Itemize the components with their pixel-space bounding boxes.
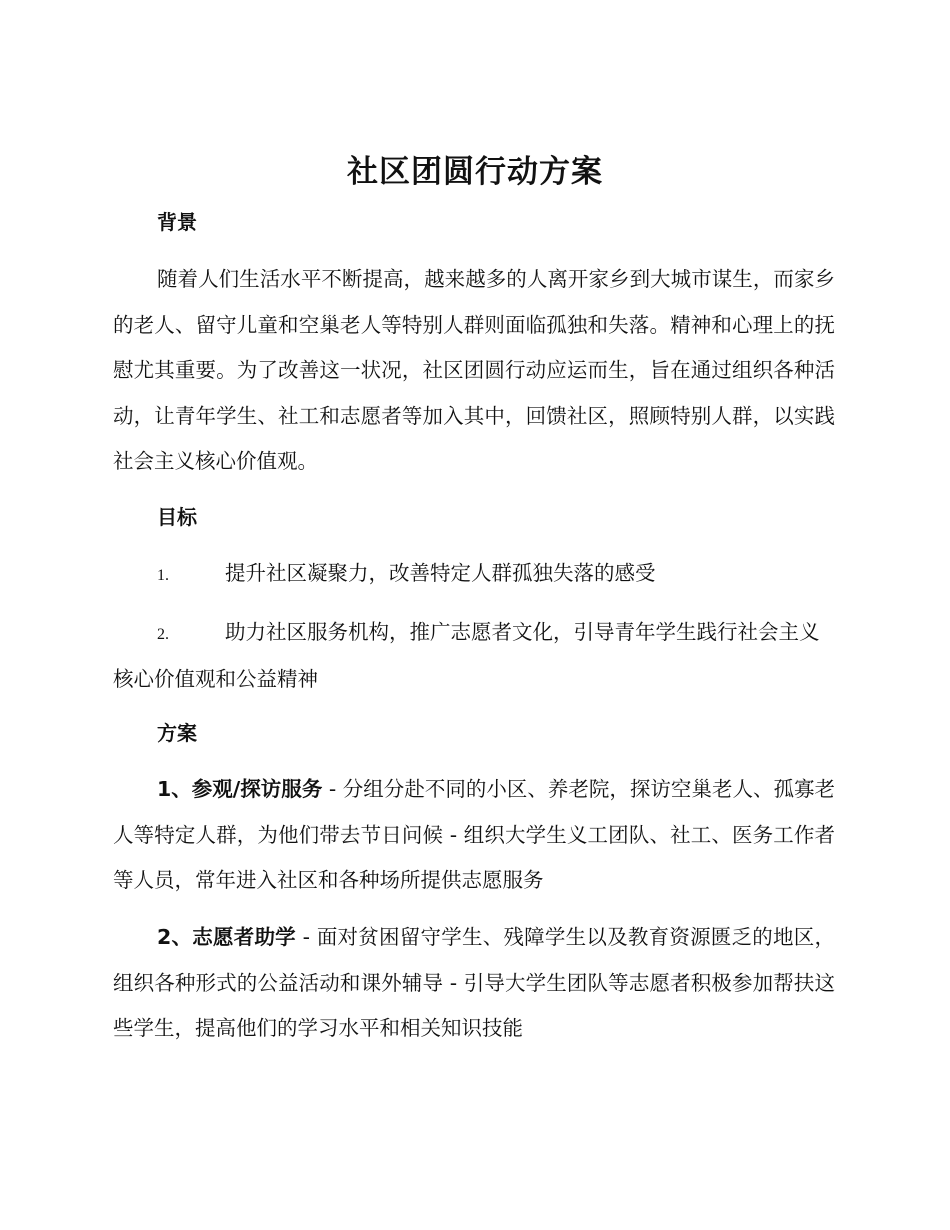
- document-title: 社区团圆行动方案: [347, 154, 603, 190]
- goal-item: [113, 610, 835, 702]
- goal-item-text: 提升社区凝聚力，改善特定人群孤独失落的感受: [225, 561, 656, 585]
- plan-item: [113, 767, 835, 904]
- goal-item-number: 1.: [157, 567, 169, 584]
- plan-item-text: - 分组分赴不同的小区、养老院，探访空巢老人、孤寡老人等特定人群，为他们带去节日问候 - 组织大学生义工团队、社工、医务工作者等人员，常年进入社区和各种场所提供志愿服务: [113, 777, 835, 892]
- section-heading-plan: 方案: [157, 721, 197, 745]
- plan-item: [113, 915, 835, 1052]
- section-heading-goals: 目标: [157, 505, 197, 529]
- goal-item: [113, 551, 835, 598]
- plan-item-label: 2、志愿者助学: [157, 925, 296, 949]
- plan-item-label: 1、参观/探访服务: [157, 777, 323, 801]
- background-paragraph: 随着人们生活水平不断提高，越来越多的人离开家乡到大城市谋生，而家乡的老人、留守儿童和空巢老人等特别人群则面临孤独和失落。精神和心理上的抚慰尤其重要。为了改善这一状况，社区团圆行动应运而生，旨在通过组织各种活动，让青年学生、社工和志愿者等加入其中，回馈社区，照顾特别人群，以实践社会主义核心价值观。: [113, 267, 835, 473]
- section-heading-background: 背景: [157, 210, 197, 234]
- goal-item-text: 助力社区服务机构，推广志愿者文化，引导青年学生践行社会主义核心价值观和公益精神: [113, 620, 820, 691]
- plan-item-text: - 面对贫困留守学生、残障学生以及教育资源匮乏的地区，组织各种形式的公益活动和课外辅导 - 引导大学生团队等志愿者积极参加帮扶这些学生，提高他们的学习水平和相关知识技能: [113, 925, 835, 1040]
- goal-item-number: 2.: [157, 626, 169, 643]
